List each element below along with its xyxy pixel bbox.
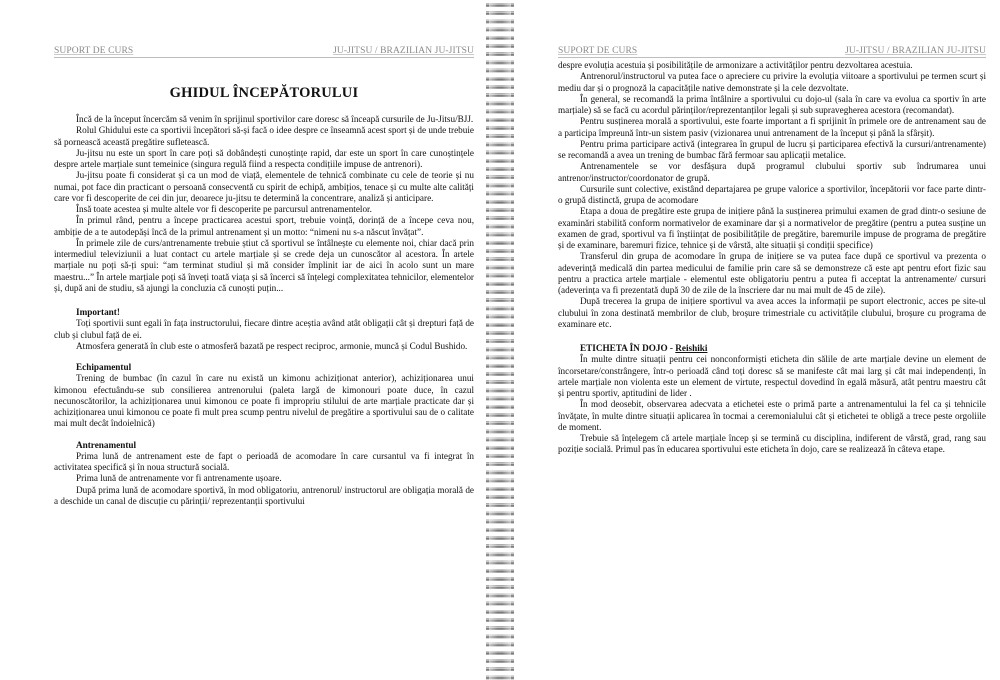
left-page [0, 0, 486, 680]
paragraph: După trecerea la grupa de inițiere sportivul va avea acces la informații pe suport electronic, acces pe site-ul clubului în zona destinată membrilor de club, broșure trimestriale cu activitățile clubului, broșure cu programa de examinare etc. [558, 296, 986, 329]
page-header [54, 46, 474, 58]
header-right: JU-JITSU / BRAZILIAN JU-JITSU [333, 46, 474, 56]
right-page [514, 0, 1000, 680]
paragraph: Etapa a doua de pregătire este grupa de inițiere până la susținerea primului examen de grad dintr-o sesiune de examinări stabilită conform normativelor de examinare dar și a normativelor de pregătire (pentru a putea susține un examen de grad, sportivul va fi înștiințat de posibilitățile de pregătire, baremurile impuse de programa de pregătire și de examinare, baremuri fizice, tehnice și de vârstă, alte situații și condiții specifice) [558, 206, 986, 250]
paragraph: Pentru prima participare activă (integrarea în grupul de lucru și participarea efectivă la cursuri/antrenamente) se recomandă a avea un trening de bumbac fără fermoar sau aplicații metalice. [558, 138, 986, 160]
section-heading-training: Antrenamentul [76, 439, 137, 450]
paragraph: În multe dintre situații pentru cei nonconformiști eticheta din sălile de arte marțiale devine un element de încorsetare/constrângere, într-o perioadă când toți doresc să se manifeste cât mai larg și cât mai independenți, în artele marțiale non violenta este un element de virtute, respectul dovedind în egală măsură, atât pentru maestru cât și pentru sportiv, aptitudini de lider . [558, 354, 986, 398]
paragraph: În primele zile de curs/antrenamente trebuie știut că sportivul se întâlnește cu elemente noi, chiar dacă prin intermediul televiziunii a luat contact cu artele marțiale și se crede deja un cunoscător al acestora. În artele marțiale nu poți să-ți spui: “am terminat studiul și mă consider împlinit iar de aici în acolo sunt un mare maestru...” În artele marțiale poți să înveți toată viața și să încerci să înțelegi complexitatea tehnicilor, elementelor și, după ani de studiu, să ajungi la concluzia că cunoști puțin... [54, 237, 474, 293]
header-left: SUPORT DE CURS [558, 46, 638, 56]
page-title: GHIDUL ÎNCEPĂTORULUI [169, 85, 359, 101]
paragraph: Transferul din grupa de acomodare în grupa de inițiere se va putea face după ce sportivul va prezenta o adeverință medicală din partea medicului de familie prin care să se demonstreze că este apt pentru efort fizic sau pentru a practica artele marțiale - elementul este obligatoriu pentru a putea fi acceptat la antrenamente/ cursuri (adeverința va fi prezentată după 30 de zile de la înscriere dar nu mai mult de 45 de zile). [558, 251, 986, 295]
section-heading-etiquette [558, 343, 986, 354]
header-left: SUPORT DE CURS [54, 46, 134, 56]
spiral-binding [486, 0, 514, 680]
paragraph: Ju-jitsu nu este un sport în care poți să dobândești cunoștințe rapid, dar este un sport în care cunoștințele despre artele marțiale sunt temeinice (singura regulă fiind a respecta condițiile impuse de antrenori). [54, 147, 474, 169]
paragraph: Cursurile sunt colective, existând departajarea pe grupe valorice a sportivilor, începătorii vor face parte dintr-o grupă distinctă, grupa de acomodare [558, 183, 986, 205]
right-body [558, 60, 986, 456]
etiquette-heading-reishiki: Reishiki [675, 343, 708, 353]
left-body [54, 114, 474, 507]
paragraph: Prima lună de antrenamente vor fi antrenamente ușoare. [76, 473, 282, 484]
paragraph: Antrenamentele se vor desfășura după programul clubului sportiv sub îndrumarea unui antrenor/instructor/coordonator de grupă. [558, 161, 986, 183]
section-heading-equipment: Echipamentul [76, 362, 132, 372]
paragraph: Însă toate acestea și multe altele vor fi descoperite pe parcursul antrenamentelor. [76, 204, 372, 214]
paragraph: Prima lună de antrenament este de fapt o perioadă de acomodare în care cursantul va fi integrat în activitatea specifică și în noua structură socială. [54, 450, 474, 472]
paragraph: Trebuie să înțelegem că artele marțiale încep și se termină cu disciplina, indiferent de vârstă, grad, rang sau poziție socială. Primul pas în educarea sportivului este eticheta în dojo, care se realizează în câteva etape. [558, 433, 986, 455]
header-right: JU-JITSU / BRAZILIAN JU-JITSU [845, 46, 986, 56]
section-heading-important: Important! [76, 307, 120, 317]
paragraph: Trening de bumbac (în cazul în care nu există un kimonu achiziționat anterior), achiziționarea unui kimonou efectuându-se sub consilierea antrenorului (paleta largă de kimonouri poate duce, în cazul necunoscătorilor, la achiziționarea unui kimonou ce poate fi impropriu stilului de arte marțiale practicate dar și achiziționarea unui kimonou ce poate fi mult prea scump pentru nivelul de pregătire a sportivului sau de o calitate mai mult decât îndoielnică) [54, 373, 474, 429]
paragraph: În mod deosebit, observarea adecvata a etichetei este o primă parte a antrenamentului la fel ca și tehnicile învățate, în multe dintre situații aplicarea în tocmai a ceremonialului cât și etichetei te obligă a trece peste orgoliile de moment. [558, 399, 986, 432]
paragraph-continuation: despre evoluția acestuia și posibilitățile de armonizare a activităților pentru dezvoltarea acestuia. [558, 60, 913, 70]
paragraph: Atmosfera generată în club este o atmosferă bazată pe respect reciproc, armonie, muncă și Codul Bushido. [76, 340, 468, 351]
paragraph: Pentru susținerea morală a sportivului, este foarte important a fi sprijinit în primele ore de antrenament sau de a participa împreună într-un sistem pasiv (vizionarea unui antrenament de la început și până la sfârșit). [558, 116, 986, 138]
etiquette-heading-prefix: ETICHETA ÎN DOJO - [580, 343, 676, 353]
paragraph: După prima lună de acomodare sportivă, în mod obligatoriu, antrenorul/ instructorul are obligația morală de a deschide un canal de discuție cu părinții/ reprezentanții sportivului [54, 484, 474, 506]
paragraph: Toți sportivii sunt egali în fața instructorului, fiecare dintre aceștia având atât obligații cât și drepturi față de club și clubul față de ei. [54, 318, 474, 340]
paragraph: În general, se recomandă la prima întâlnire a sportivului cu dojo-ul (sala în care va evolua ca sportiv în arte marțiale) să se facă cu acordul părinților/reprezentanților legali și sub supravegherea acestora (recomandat). [558, 93, 986, 115]
paragraph: Rolul Ghidului este ca sportivii începători să-și facă o idee despre ce înseamnă acest sport și de unde trebuie să pornească această pregătire sufletească. [54, 125, 474, 147]
paragraph: Antrenorul/instructorul va putea face o apreciere cu privire la evoluția viitoare a sportivului pe termen scurt și mediu dar și o prognoză la capacitățile native demonstrate și la cele dezvoltate. [558, 71, 986, 93]
paragraph: Ju-jitsu poate fi considerat și ca un mod de viață, elementele de tehnică combinate cu cele de teorie și nu numai, pot face din practicant o persoană consecventă cu spirit de echipă, ambițios, tenace și cu multe alte calități care vor fi descoperite de cei din jur, deoarece ju-jitsu te determină la concentrare, analiză și anticipare. [54, 170, 474, 203]
paragraph: În primul rând, pentru a începe practicarea acestui sport, trebuie voință, dorință de a începe ceva nou, ambiție de a te autodepăși încă de la primul antrenament și un motto: “nimeni nu s-a născut învățat”. [54, 215, 474, 237]
page-header [558, 46, 986, 58]
paragraph: Încă de la început încercăm să venim în sprijinul sportivilor care doresc să înceapă cursurile de Ju-Jitsu/BJJ. [76, 114, 474, 124]
